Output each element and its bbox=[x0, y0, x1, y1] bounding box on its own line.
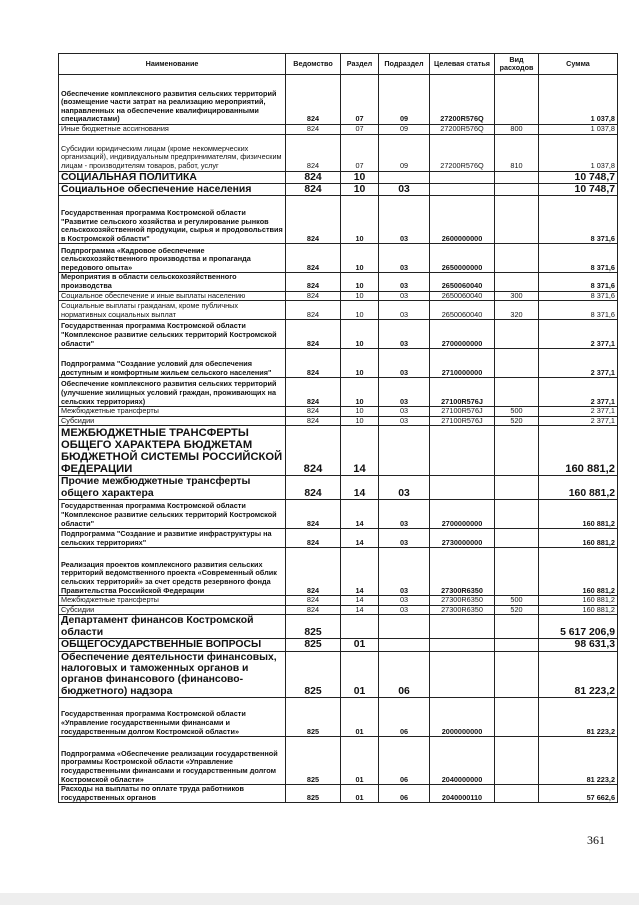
table-row bbox=[59, 196, 618, 244]
row-amount: 8 371,6 bbox=[539, 273, 618, 291]
row-section: 10 bbox=[341, 416, 379, 426]
row-section: 07 bbox=[341, 134, 379, 171]
table-row bbox=[59, 476, 618, 500]
row-expense-type: 520 bbox=[495, 416, 539, 426]
row-target-item: 27100R576J bbox=[430, 378, 495, 407]
row-target-item: 27300R6350 bbox=[430, 596, 495, 606]
row-name: Подпрограмма "Создание и развитие инфраструктуры на сельских территориях" bbox=[59, 529, 286, 548]
row-name: Обеспечение деятельности финансовых, налоговых и таможенных органов и органов финансового (финансово-бюджетного) надзора bbox=[59, 651, 286, 698]
row-amount: 2 377,1 bbox=[539, 416, 618, 426]
row-target-item: 2000000000 bbox=[430, 698, 495, 737]
table-row bbox=[59, 407, 618, 417]
row-amount: 10 748,7 bbox=[539, 171, 618, 183]
row-target-item: 2710000000 bbox=[430, 349, 495, 378]
row-expense-type bbox=[495, 320, 539, 349]
row-section: 01 bbox=[341, 785, 379, 803]
row-expense-type bbox=[495, 639, 539, 651]
row-expense-type: 500 bbox=[495, 407, 539, 417]
table-header-row bbox=[59, 54, 618, 75]
table-row bbox=[59, 125, 618, 135]
row-section: 10 bbox=[341, 171, 379, 183]
row-subsection: 03 bbox=[379, 605, 430, 615]
header-subsection: Подраздел bbox=[379, 54, 430, 75]
row-target-item: 27100R576J bbox=[430, 407, 495, 417]
row-department: 824 bbox=[286, 291, 341, 301]
row-expense-type bbox=[495, 171, 539, 183]
row-target-item bbox=[430, 651, 495, 698]
row-name: Субсидии bbox=[59, 416, 286, 426]
row-subsection: 03 bbox=[379, 548, 430, 596]
row-expense-type: 810 bbox=[495, 134, 539, 171]
row-section: 14 bbox=[341, 500, 379, 529]
row-expense-type bbox=[495, 500, 539, 529]
row-expense-type bbox=[495, 184, 539, 196]
row-target-item: 2650060040 bbox=[430, 301, 495, 320]
row-target-item: 27100R576J bbox=[430, 416, 495, 426]
row-department: 824 bbox=[286, 301, 341, 320]
row-subsection: 09 bbox=[379, 125, 430, 135]
row-name: Обеспечение комплексного развития сельских территорий (возмещение части затрат на реализацию мероприятий, направленных на обеспечение квалифицированными специалистами) bbox=[59, 75, 286, 125]
row-section: 01 bbox=[341, 698, 379, 737]
row-department: 824 bbox=[286, 476, 341, 500]
row-section: 14 bbox=[341, 596, 379, 606]
row-subsection: 03 bbox=[379, 416, 430, 426]
page-number: 361 bbox=[587, 833, 605, 847]
row-department: 824 bbox=[286, 407, 341, 417]
table-row bbox=[59, 529, 618, 548]
row-section: 14 bbox=[341, 605, 379, 615]
row-name: Реализация проектов комплексного развития сельских территорий ведомственного проекта «Современный облик сельских территорий» за счет средств резервного фонда Правительства Российской Федерации bbox=[59, 548, 286, 596]
row-expense-type bbox=[495, 548, 539, 596]
row-amount: 2 377,1 bbox=[539, 378, 618, 407]
table-row bbox=[59, 171, 618, 183]
row-department: 824 bbox=[286, 184, 341, 196]
row-department: 824 bbox=[286, 75, 341, 125]
row-expense-type bbox=[495, 529, 539, 548]
table-row bbox=[59, 75, 618, 125]
row-subsection bbox=[379, 171, 430, 183]
row-department: 824 bbox=[286, 196, 341, 244]
row-department: 824 bbox=[286, 378, 341, 407]
row-target-item bbox=[430, 615, 495, 639]
row-amount: 81 223,2 bbox=[539, 651, 618, 698]
row-amount: 1 037,8 bbox=[539, 125, 618, 135]
row-subsection: 03 bbox=[379, 291, 430, 301]
row-expense-type bbox=[495, 426, 539, 476]
row-name: Субсидии юридическим лицам (кроме некоммерческих организаций), индивидуальным предпринимателям, физическим лицам - производителям товаров, работ, услуг bbox=[59, 134, 286, 171]
row-department: 824 bbox=[286, 171, 341, 183]
row-section: 10 bbox=[341, 320, 379, 349]
row-target-item bbox=[430, 426, 495, 476]
row-subsection: 03 bbox=[379, 378, 430, 407]
row-subsection: 03 bbox=[379, 244, 430, 273]
row-amount: 160 881,2 bbox=[539, 500, 618, 529]
table-row bbox=[59, 273, 618, 291]
table-row bbox=[59, 301, 618, 320]
row-department: 824 bbox=[286, 500, 341, 529]
header-department: Ведомство bbox=[286, 54, 341, 75]
row-department: 825 bbox=[286, 737, 341, 785]
row-name: Мероприятия в области сельскохозяйственного производства bbox=[59, 273, 286, 291]
table-row bbox=[59, 416, 618, 426]
row-name: Социальные выплаты гражданам, кроме публичных нормативных социальных выплат bbox=[59, 301, 286, 320]
row-subsection: 06 bbox=[379, 785, 430, 803]
row-section: 10 bbox=[341, 378, 379, 407]
row-amount: 81 223,2 bbox=[539, 737, 618, 785]
table-row bbox=[59, 291, 618, 301]
row-amount: 2 377,1 bbox=[539, 349, 618, 378]
row-name: Государственная программа Костромской области «Управление государственными финансами и государственным долгом Костромской области» bbox=[59, 698, 286, 737]
row-name: Подпрограмма «Кадровое обеспечение сельскохозяйственного производства и пропаганда передового опыта» bbox=[59, 244, 286, 273]
row-amount: 5 617 206,9 bbox=[539, 615, 618, 639]
table-row bbox=[59, 785, 618, 803]
table-row bbox=[59, 426, 618, 476]
row-section: 10 bbox=[341, 184, 379, 196]
row-expense-type bbox=[495, 615, 539, 639]
row-amount: 160 881,2 bbox=[539, 426, 618, 476]
row-amount: 8 371,6 bbox=[539, 244, 618, 273]
row-expense-type bbox=[495, 476, 539, 500]
row-section: 10 bbox=[341, 349, 379, 378]
table-row bbox=[59, 651, 618, 698]
table-row bbox=[59, 698, 618, 737]
row-department: 825 bbox=[286, 785, 341, 803]
table-row bbox=[59, 500, 618, 529]
row-target-item bbox=[430, 639, 495, 651]
header-target-item: Целевая статья bbox=[430, 54, 495, 75]
row-target-item: 27200R576Q bbox=[430, 134, 495, 171]
row-expense-type: 520 bbox=[495, 605, 539, 615]
row-target-item bbox=[430, 171, 495, 183]
row-amount: 98 631,3 bbox=[539, 639, 618, 651]
header-expense-type: Вид расходов bbox=[495, 54, 539, 75]
row-expense-type bbox=[495, 378, 539, 407]
row-subsection: 03 bbox=[379, 184, 430, 196]
row-subsection: 03 bbox=[379, 301, 430, 320]
header-section: Раздел bbox=[341, 54, 379, 75]
table-row bbox=[59, 615, 618, 639]
row-department: 824 bbox=[286, 426, 341, 476]
row-target-item: 2600000000 bbox=[430, 196, 495, 244]
row-expense-type bbox=[495, 698, 539, 737]
row-department: 824 bbox=[286, 596, 341, 606]
row-department: 825 bbox=[286, 698, 341, 737]
row-department: 824 bbox=[286, 416, 341, 426]
row-expense-type: 800 bbox=[495, 125, 539, 135]
row-subsection: 03 bbox=[379, 196, 430, 244]
row-name: СОЦИАЛЬНАЯ ПОЛИТИКА bbox=[59, 171, 286, 183]
row-expense-type bbox=[495, 244, 539, 273]
row-target-item: 2040000000 bbox=[430, 737, 495, 785]
row-section: 14 bbox=[341, 476, 379, 500]
row-name: Обеспечение комплексного развития сельских территорий (улучшение жилищных условий граждан, проживающих на сельских территориях) bbox=[59, 378, 286, 407]
row-target-item: 27300R6350 bbox=[430, 548, 495, 596]
row-subsection: 03 bbox=[379, 596, 430, 606]
scan-footer-band bbox=[0, 893, 639, 905]
row-section: 10 bbox=[341, 196, 379, 244]
row-subsection: 03 bbox=[379, 500, 430, 529]
row-subsection bbox=[379, 615, 430, 639]
row-subsection: 03 bbox=[379, 349, 430, 378]
row-name: Иные бюджетные ассигнования bbox=[59, 125, 286, 135]
row-name: Межбюджетные трансферты bbox=[59, 407, 286, 417]
table-row bbox=[59, 548, 618, 596]
row-department: 824 bbox=[286, 605, 341, 615]
row-amount: 8 371,6 bbox=[539, 196, 618, 244]
table-body bbox=[59, 75, 618, 803]
row-expense-type: 500 bbox=[495, 596, 539, 606]
row-name: Государственная программа Костромской области "Комплексное развитие сельских территорий Костромской области" bbox=[59, 320, 286, 349]
row-subsection: 09 bbox=[379, 134, 430, 171]
row-section: 07 bbox=[341, 75, 379, 125]
row-amount: 8 371,6 bbox=[539, 291, 618, 301]
row-section: 01 bbox=[341, 639, 379, 651]
row-section: 10 bbox=[341, 244, 379, 273]
row-amount: 57 662,6 bbox=[539, 785, 618, 803]
row-target-item: 2650060040 bbox=[430, 273, 495, 291]
row-section: 10 bbox=[341, 273, 379, 291]
row-name: Прочие межбюджетные трансферты общего характера bbox=[59, 476, 286, 500]
row-target-item: 27200R576Q bbox=[430, 75, 495, 125]
row-target-item: 2730000000 bbox=[430, 529, 495, 548]
row-expense-type: 320 bbox=[495, 301, 539, 320]
table-row bbox=[59, 596, 618, 606]
row-department: 824 bbox=[286, 273, 341, 291]
row-amount: 160 881,2 bbox=[539, 596, 618, 606]
row-subsection: 03 bbox=[379, 407, 430, 417]
row-amount: 2 377,1 bbox=[539, 407, 618, 417]
row-department: 825 bbox=[286, 651, 341, 698]
table-row bbox=[59, 378, 618, 407]
row-name: Социальное обеспечение населения bbox=[59, 184, 286, 196]
header-name: Наименование bbox=[59, 54, 286, 75]
row-section: 10 bbox=[341, 291, 379, 301]
row-expense-type bbox=[495, 75, 539, 125]
row-amount: 10 748,7 bbox=[539, 184, 618, 196]
row-amount: 2 377,1 bbox=[539, 320, 618, 349]
row-subsection: 03 bbox=[379, 273, 430, 291]
row-department: 824 bbox=[286, 320, 341, 349]
row-target-item: 27300R6350 bbox=[430, 605, 495, 615]
row-target-item: 2650060040 bbox=[430, 291, 495, 301]
row-section bbox=[341, 615, 379, 639]
row-department: 824 bbox=[286, 548, 341, 596]
row-subsection bbox=[379, 639, 430, 651]
row-target-item bbox=[430, 476, 495, 500]
row-target-item: 2700000000 bbox=[430, 500, 495, 529]
row-subsection: 03 bbox=[379, 320, 430, 349]
row-name: Подпрограмма «Обеспечение реализации государственной программы Костромской области «Управление государственными финансами и государственным долгом Костромской области» bbox=[59, 737, 286, 785]
row-target-item: 2040000110 bbox=[430, 785, 495, 803]
row-section: 01 bbox=[341, 651, 379, 698]
row-name: Социальное обеспечение и иные выплаты населению bbox=[59, 291, 286, 301]
row-name: МЕЖБЮДЖЕТНЫЕ ТРАНСФЕРТЫ ОБЩЕГО ХАРАКТЕРА БЮДЖЕТАМ БЮДЖЕТНОЙ СИСТЕМЫ РОССИЙСКОЙ ФЕДЕРАЦИИ bbox=[59, 426, 286, 476]
row-name: Расходы на выплаты по оплате труда работников государственных органов bbox=[59, 785, 286, 803]
table-row bbox=[59, 134, 618, 171]
row-department: 824 bbox=[286, 125, 341, 135]
row-amount: 160 881,2 bbox=[539, 605, 618, 615]
row-subsection: 06 bbox=[379, 698, 430, 737]
table-row bbox=[59, 244, 618, 273]
row-amount: 1 037,8 bbox=[539, 75, 618, 125]
row-section: 14 bbox=[341, 426, 379, 476]
row-department: 824 bbox=[286, 529, 341, 548]
row-expense-type bbox=[495, 273, 539, 291]
row-expense-type: 300 bbox=[495, 291, 539, 301]
table-row bbox=[59, 184, 618, 196]
row-target-item: 27200R576Q bbox=[430, 125, 495, 135]
row-department: 825 bbox=[286, 639, 341, 651]
row-subsection: 03 bbox=[379, 476, 430, 500]
row-amount: 8 371,6 bbox=[539, 301, 618, 320]
row-amount: 81 223,2 bbox=[539, 698, 618, 737]
row-expense-type bbox=[495, 651, 539, 698]
row-subsection bbox=[379, 426, 430, 476]
row-amount: 1 037,8 bbox=[539, 134, 618, 171]
row-subsection: 03 bbox=[379, 529, 430, 548]
row-department: 824 bbox=[286, 244, 341, 273]
row-name: Департамент финансов Костромской области bbox=[59, 615, 286, 639]
row-expense-type bbox=[495, 737, 539, 785]
row-section: 10 bbox=[341, 407, 379, 417]
table-row bbox=[59, 320, 618, 349]
budget-table bbox=[58, 53, 618, 803]
row-section: 14 bbox=[341, 548, 379, 596]
row-name: Межбюджетные трансферты bbox=[59, 596, 286, 606]
row-section: 10 bbox=[341, 301, 379, 320]
row-name: ОБЩЕГОСУДАРСТВЕННЫЕ ВОПРОСЫ bbox=[59, 639, 286, 651]
row-target-item: 2650000000 bbox=[430, 244, 495, 273]
table-row bbox=[59, 639, 618, 651]
table-row bbox=[59, 605, 618, 615]
header-amount: Сумма bbox=[539, 54, 618, 75]
row-expense-type bbox=[495, 196, 539, 244]
row-amount: 160 881,2 bbox=[539, 529, 618, 548]
row-name: Государственная программа Костромской области "Комплексное развитие сельских территорий Костромской области" bbox=[59, 500, 286, 529]
row-section: 01 bbox=[341, 737, 379, 785]
row-expense-type bbox=[495, 785, 539, 803]
row-department: 824 bbox=[286, 349, 341, 378]
row-amount: 160 881,2 bbox=[539, 548, 618, 596]
row-target-item: 2700000000 bbox=[430, 320, 495, 349]
row-subsection: 06 bbox=[379, 651, 430, 698]
row-subsection: 06 bbox=[379, 737, 430, 785]
row-expense-type bbox=[495, 349, 539, 378]
row-name: Подпрограмма "Создание условий для обеспечения доступным и комфортным жильем сельского населения" bbox=[59, 349, 286, 378]
row-section: 07 bbox=[341, 125, 379, 135]
row-section: 14 bbox=[341, 529, 379, 548]
row-name: Субсидии bbox=[59, 605, 286, 615]
row-department: 824 bbox=[286, 134, 341, 171]
row-department: 825 bbox=[286, 615, 341, 639]
row-subsection: 09 bbox=[379, 75, 430, 125]
table-row bbox=[59, 349, 618, 378]
row-name: Государственная программа Костромской области "Развитие сельского хозяйства и регулирование рынков сельскохозяйственной продукции, сырья и продовольствия в Костромской области" bbox=[59, 196, 286, 244]
table-row bbox=[59, 737, 618, 785]
row-target-item bbox=[430, 184, 495, 196]
row-amount: 160 881,2 bbox=[539, 476, 618, 500]
